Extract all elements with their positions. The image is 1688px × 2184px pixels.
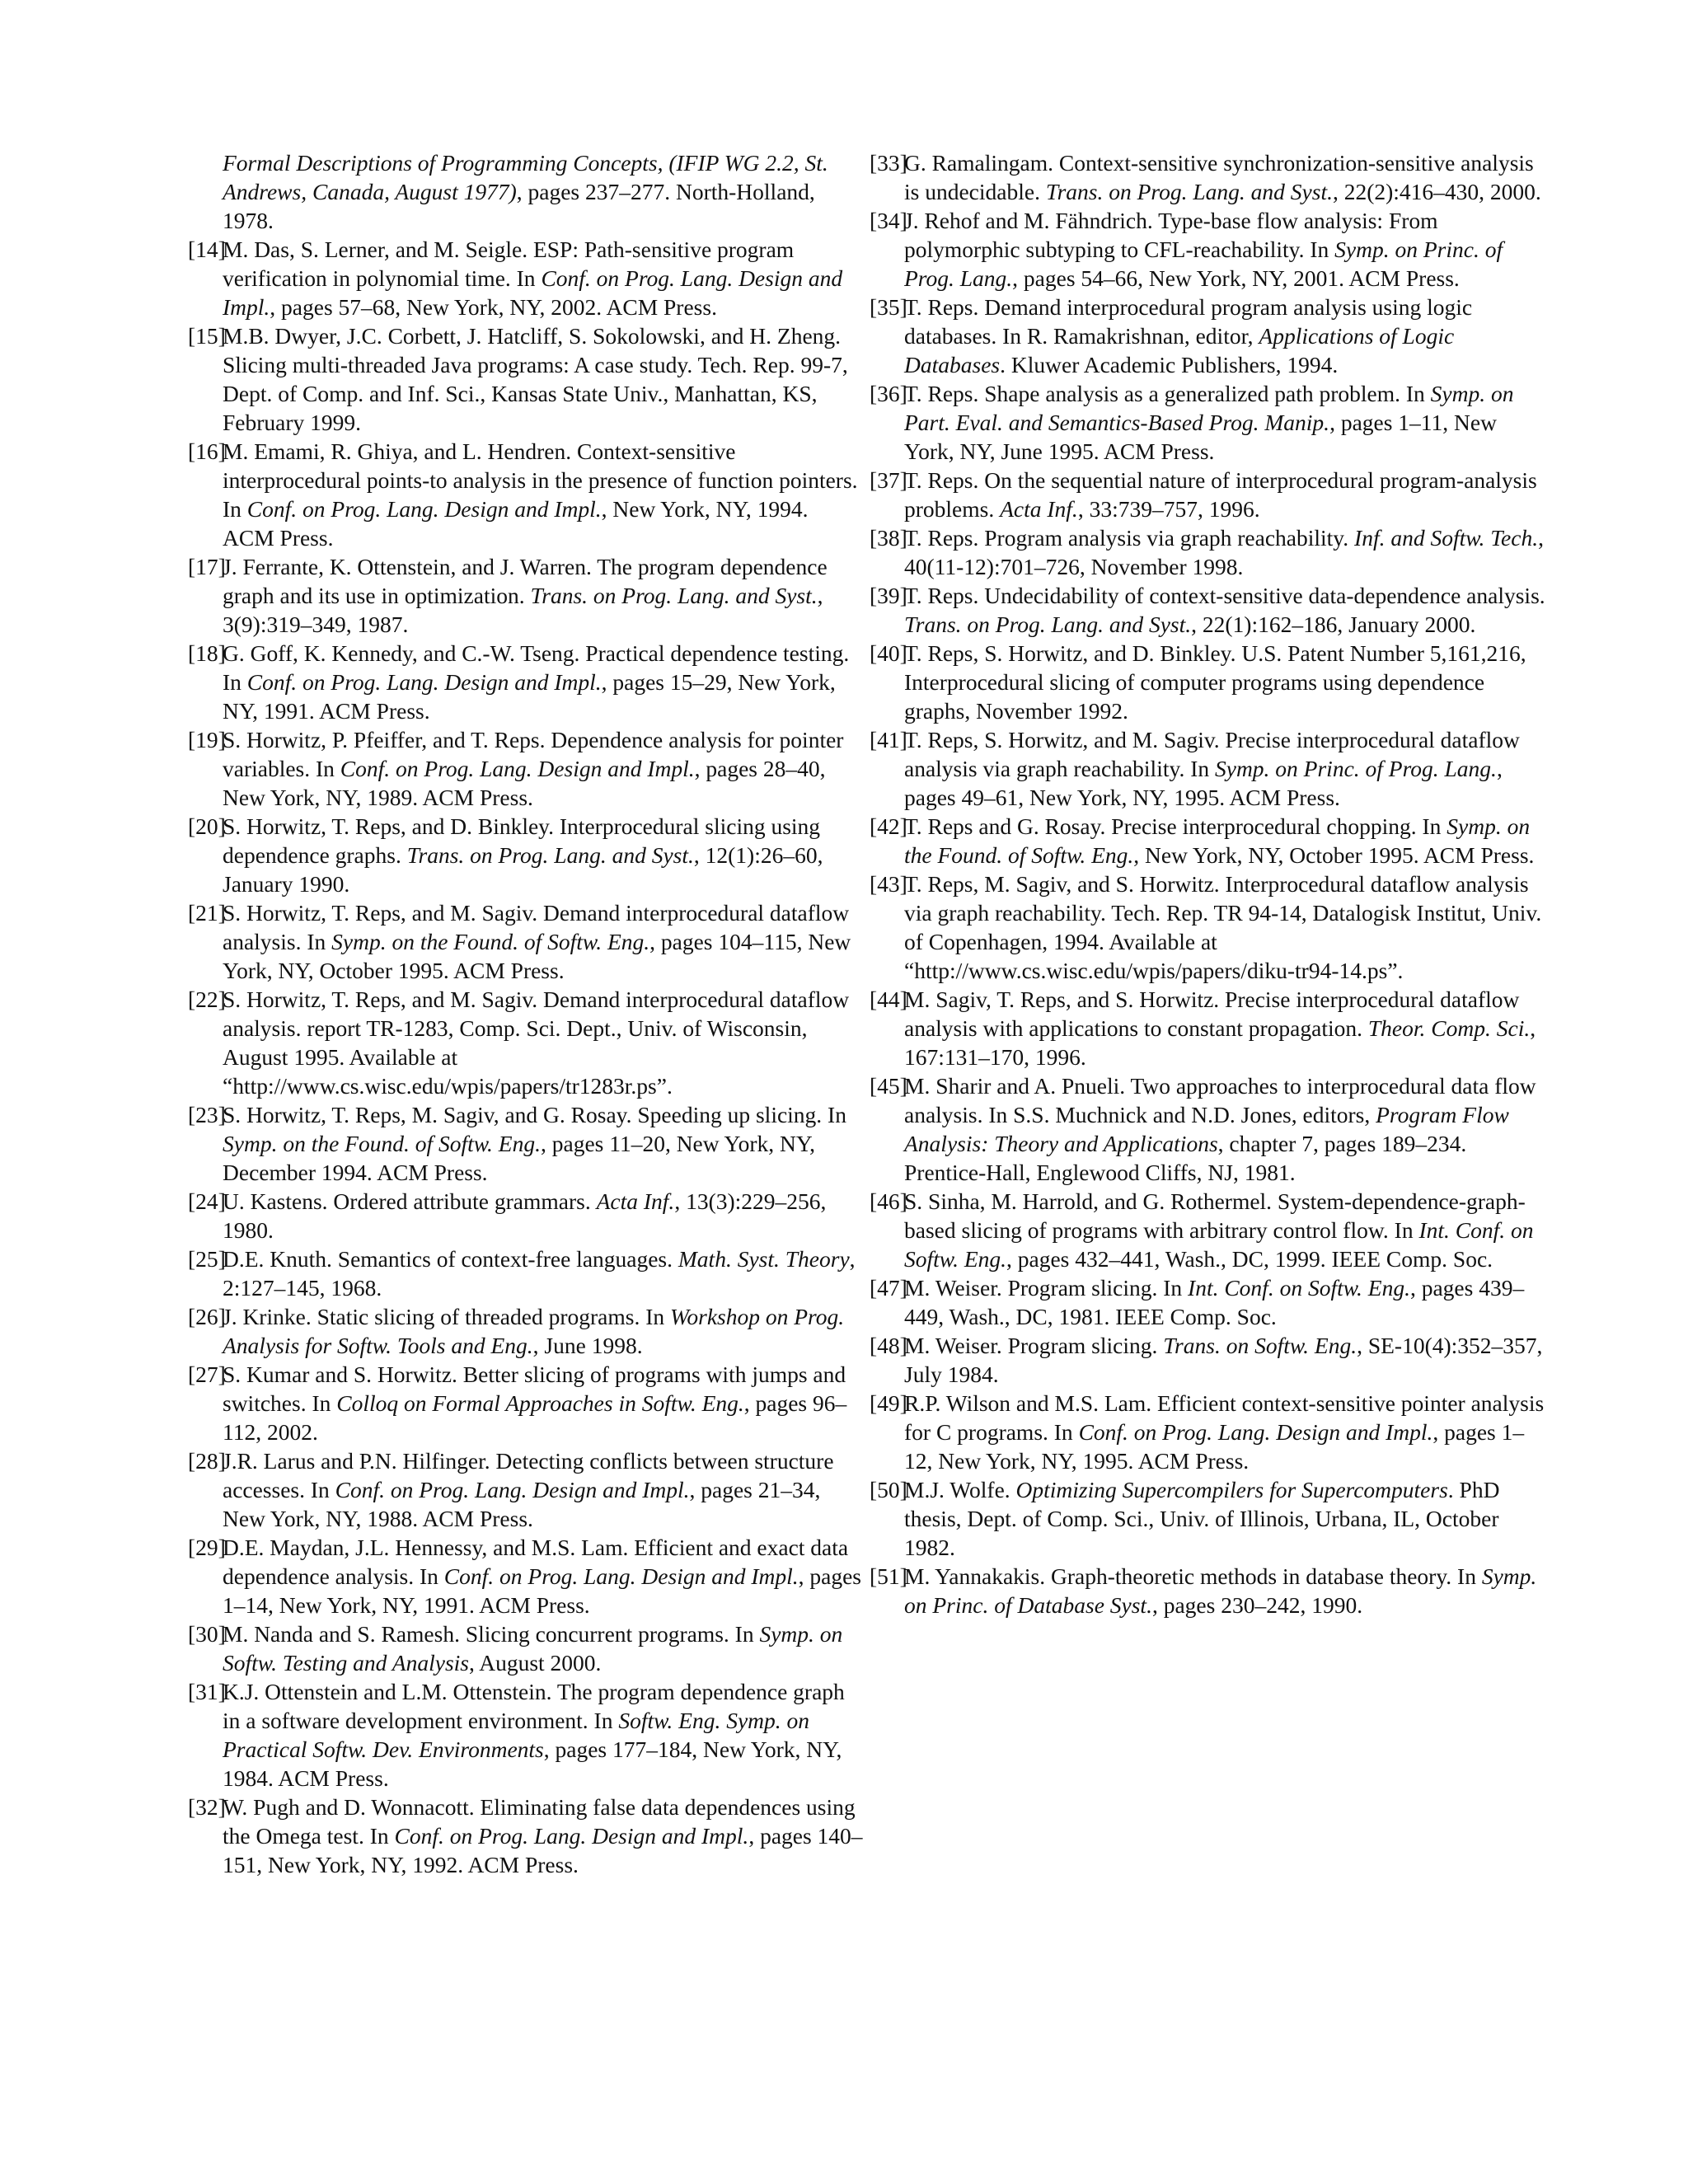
reference-text: , pages 11–20, New York, NY, December 1994. ACM Press. <box>223 1131 816 1185</box>
reference-entry <box>223 148 864 235</box>
reference-number: [39] <box>870 583 907 608</box>
reference-text: , chapter 7, pages 189–234. Prentice-Hall, Englewood Cliffs, NJ, 1981. <box>904 1131 1467 1185</box>
reference-venue-text: Trans. on Prog. Lang. and Syst. <box>904 612 1192 637</box>
reference-number: [46] <box>870 1188 907 1214</box>
reference-venue-text: Symp. on Softw. Testing and Analysis <box>223 1621 843 1675</box>
reference-number: [25] <box>188 1246 226 1272</box>
reference-text: , 33:739–757, 1996. <box>1077 496 1260 522</box>
reference-text: , pages 104–115, New York, NY, October 1995. ACM Press. <box>223 929 851 983</box>
reference-entry <box>188 639 864 725</box>
reference-text: M. Nanda and S. Ramesh. Slicing concurrent programs. In <box>223 1621 760 1647</box>
reference-number: [20] <box>188 813 226 839</box>
reference-text: S. Horwitz, T. Reps, M. Sagiv, and G. Rosay. Speeding up slicing. In <box>223 1102 846 1127</box>
reference-text: , 13(3):229–256, 1980. <box>223 1188 827 1243</box>
reference-entry <box>870 985 1545 1071</box>
reference-text: T. Reps. Undecidability of context-sensitive data-dependence analysis. <box>904 583 1545 608</box>
reference-entry <box>188 898 864 985</box>
reference-text: D.E. Maydan, J.L. Hennessy, and M.S. Lam. Efficient and exact data dependence analysis. In <box>223 1535 849 1589</box>
reference-entry <box>870 148 1545 206</box>
reference-number: [47] <box>870 1275 907 1301</box>
reference-text: U. Kastens. Ordered attribute grammars. <box>223 1188 597 1214</box>
reference-venue-text: Conf. on Prog. Lang. Design and Impl. <box>443 1563 799 1589</box>
reference-venue-text: Trans. on Prog. Lang. and Syst. <box>406 842 694 868</box>
reference-entry <box>870 466 1545 523</box>
reference-venue-text: Conf. on Prog. Lang. Design and Impl. <box>394 1823 749 1849</box>
reference-text: T. Reps. On the sequential nature of interprocedural program-analysis problems. <box>904 467 1537 522</box>
reference-text: , pages 432–441, Wash., DC, 1999. IEEE Comp. Soc. <box>1006 1246 1493 1272</box>
reference-venue-text: Colloq on Formal Approaches in Softw. Eng. <box>336 1390 744 1416</box>
reference-text: , 12(1):26–60, January 1990. <box>223 842 823 897</box>
reference-venue-text: Symp. on the Found. of Softw. Eng. <box>223 1131 541 1156</box>
reference-venue-text: Symp. on the Found. of Softw. Eng. <box>331 929 650 954</box>
reference-text: J. Ferrante, K. Ottenstein, and J. Warren. The program dependence graph and its use in optimization. <box>223 554 828 608</box>
reference-text: M. Yannakakis. Graph-theoretic methods in database theory. In <box>904 1563 1482 1589</box>
reference-entry <box>870 869 1545 985</box>
reference-venue-text: Conf. on Prog. Lang. Design and Impl. <box>246 496 602 522</box>
reference-venue-text: Int. Conf. on Softw. Eng. <box>904 1217 1534 1272</box>
reference-text: T. Reps, M. Sagiv, and S. Horwitz. Interprocedural dataflow analysis via graph reachability. Tech. Rep. TR 94-14, Datalogisk Institut, Univ. of Copenhagen, 1994. Available at “http://www.cs.wisc.edu/wpis/papers/diku-tr94-14.ps”. <box>904 871 1542 983</box>
reference-text: , New York, NY, October 1995. ACM Press. <box>1133 842 1535 868</box>
reference-text: M. Sagiv, T. Reps, and S. Horwitz. Precise interprocedural dataflow analysis with applications to constant propagation. <box>904 987 1520 1041</box>
reference-entry <box>870 1187 1545 1273</box>
reference-entry <box>870 639 1545 725</box>
reference-venue-text: Trans. on Prog. Lang. and Syst. <box>530 583 818 608</box>
reference-number: [29] <box>188 1535 226 1560</box>
references-left-column <box>188 148 864 1879</box>
reference-text: , pages 439–449, Wash., DC, 1981. IEEE Comp. Soc. <box>904 1275 1525 1329</box>
reference-venue-text: Trans. on Prog. Lang. and Syst. <box>1045 179 1333 204</box>
reference-entry <box>188 235 864 321</box>
reference-number: [49] <box>870 1390 907 1416</box>
reference-venue-text: Applications of Logic Databases <box>904 323 1455 377</box>
reference-entry <box>188 1533 864 1619</box>
reference-entry <box>188 552 864 639</box>
reference-entry <box>870 1273 1545 1331</box>
reference-text: , New York, NY, 1994. ACM Press. <box>223 496 809 551</box>
reference-number: [38] <box>870 525 907 551</box>
reference-venue-text: Symp. on Part. Eval. and Semantics-Based Prog. Manip. <box>904 381 1514 435</box>
reference-text: T. Reps. Shape analysis as a generalized path problem. In <box>904 381 1431 406</box>
reference-text: , 22(1):162–186, January 2000. <box>1191 612 1476 637</box>
reference-text: S. Horwitz, T. Reps, and D. Binkley. Interprocedural slicing using dependence graphs. <box>223 813 821 868</box>
reference-entry <box>188 725 864 812</box>
reference-text: , 3(9):319–349, 1987. <box>223 583 823 637</box>
reference-entry <box>188 1677 864 1793</box>
reference-text: , pages 49–61, New York, NY, 1995. ACM Press. <box>904 756 1503 810</box>
reference-venue-text: Formal Descriptions of Programming Concepts, (IFIP WG 2.2, St. Andrews, Canada, August 1977) <box>223 150 828 204</box>
reference-venue-text: Acta Inf. <box>1000 496 1078 522</box>
reference-venue-text: Conf. on Prog. Lang. Design and Impl. <box>246 669 602 695</box>
reference-text: , pages 1–12, New York, NY, 1995. ACM Press. <box>904 1419 1525 1474</box>
reference-text: S. Horwitz, T. Reps, and M. Sagiv. Demand interprocedural dataflow analysis. In <box>223 900 850 954</box>
reference-entry <box>188 985 864 1100</box>
reference-entry <box>870 293 1545 379</box>
reference-number: [33] <box>870 150 907 176</box>
reference-venue-text: Symp. on the Found. of Softw. Eng. <box>904 813 1531 868</box>
reference-text: M. Weiser. Program slicing. In <box>904 1275 1189 1301</box>
reference-text: M. Weiser. Program slicing. <box>904 1333 1164 1358</box>
reference-number: [27] <box>188 1361 226 1387</box>
reference-venue-text: Inf. and Softw. Tech. <box>1354 525 1539 551</box>
reference-number: [48] <box>870 1333 907 1358</box>
reference-venue-text: Conf. on Prog. Lang. Design and Impl. <box>340 756 695 781</box>
reference-venue-text: Symp. on Princ. of Prog. Lang. <box>1214 756 1497 781</box>
reference-venue-text: Trans. on Softw. Eng. <box>1163 1333 1357 1358</box>
reference-text: . Kluwer Academic Publishers, 1994. <box>1000 352 1339 377</box>
reference-text: T. Reps. Program analysis via graph reachability. <box>904 525 1355 551</box>
reference-entry <box>870 581 1545 639</box>
reference-number: [51] <box>870 1563 907 1589</box>
reference-venue-text: Workshop on Prog. Analysis for Softw. Tools and Eng. <box>223 1304 845 1358</box>
reference-entry <box>870 725 1545 812</box>
reference-entry <box>188 1244 864 1302</box>
reference-number: [16] <box>188 438 226 464</box>
reference-text: , pages 21–34, New York, NY, 1988. ACM Press. <box>223 1477 821 1531</box>
reference-text: , pages 140–151, New York, NY, 1992. ACM Press. <box>223 1823 863 1877</box>
reference-number: [21] <box>188 900 226 926</box>
reference-number: [41] <box>870 727 907 752</box>
reference-number: [14] <box>188 237 226 262</box>
reference-entry <box>870 812 1545 869</box>
reference-number: [36] <box>870 381 907 406</box>
reference-text: , pages 237–277. North-Holland, 1978. <box>223 179 815 233</box>
reference-venue-text: Math. Syst. Theory <box>678 1246 850 1272</box>
reference-venue-text: Symp. on Princ. of Prog. Lang. <box>904 237 1503 291</box>
reference-number: [28] <box>188 1448 226 1474</box>
reference-venue-text: Theor. Comp. Sci. <box>1367 1015 1531 1041</box>
reference-number: [26] <box>188 1304 226 1329</box>
reference-entry <box>188 1619 864 1677</box>
reference-text: , pages 1–14, New York, NY, 1991. ACM Press. <box>223 1563 861 1618</box>
reference-entry <box>188 1446 864 1533</box>
reference-venue-text: Conf. on Prog. Lang. Design and Impl. <box>335 1477 690 1502</box>
reference-number: [32] <box>188 1794 226 1820</box>
reference-entry <box>870 1562 1545 1619</box>
reference-entry <box>870 1071 1545 1187</box>
reference-number: [50] <box>870 1477 907 1502</box>
reference-text: S. Kumar and S. Horwitz. Better slicing of programs with jumps and switches. In <box>223 1361 846 1416</box>
reference-venue-text: Softw. Eng. Symp. on Practical Softw. Dev. Environments <box>223 1708 810 1762</box>
reference-text: , 2:127–145, 1968. <box>223 1246 856 1301</box>
reference-text: G. Goff, K. Kennedy, and C.-W. Tseng. Practical dependence testing. In <box>223 640 850 695</box>
reference-entry <box>188 1360 864 1446</box>
reference-text: , pages 230–242, 1990. <box>1151 1592 1363 1618</box>
reference-text: , SE-10(4):352–357, July 1984. <box>904 1333 1543 1387</box>
reference-number: [43] <box>870 871 907 897</box>
reference-text: J.R. Larus and P.N. Hilfinger. Detecting conflicts between structure accesses. In <box>223 1448 834 1502</box>
reference-text: D.E. Knuth. Semantics of context-free languages. <box>223 1246 678 1272</box>
reference-text: S. Horwitz, P. Pfeiffer, and T. Reps. Dependence analysis for pointer variables. In <box>223 727 844 781</box>
references-right-column <box>870 148 1545 1619</box>
reference-text: . PhD thesis, Dept. of Comp. Sci., Univ. of Illinois, Urbana, IL, October 1982. <box>904 1477 1500 1560</box>
reference-venue-text: Conf. on Prog. Lang. Design and Impl. <box>1078 1419 1433 1445</box>
reference-text: , pages 96–112, 2002. <box>223 1390 847 1445</box>
reference-entry <box>188 1100 864 1187</box>
reference-text: J. Rehof and M. Fähndrich. Type-base flow analysis: From polymorphic subtyping to CFL-reachability. In <box>904 208 1438 262</box>
reference-number: [15] <box>188 323 226 349</box>
reference-text: T. Reps. Demand interprocedural program analysis using logic databases. In R. Ramakrishnan, editor, <box>904 294 1473 349</box>
reference-text: T. Reps, S. Horwitz, and M. Sagiv. Precise interprocedural dataflow analysis via graph reachability. In <box>904 727 1520 781</box>
reference-entry <box>188 1302 864 1360</box>
reference-number: [40] <box>870 640 907 666</box>
reference-entry <box>870 1475 1545 1562</box>
reference-number: [45] <box>870 1073 907 1099</box>
reference-text: , 40(11-12):701–726, November 1998. <box>904 525 1544 579</box>
reference-text: M. Das, S. Lerner, and M. Seigle. ESP: Path-sensitive program verification in polynomial time. In <box>223 237 795 291</box>
reference-text: S. Sinha, M. Harrold, and G. Rothermel. System-dependence-graph-based slicing of programs with arbitrary control flow. In <box>904 1188 1526 1243</box>
reference-number: [44] <box>870 987 907 1012</box>
reference-number: [18] <box>188 640 226 666</box>
reference-venue-text: Acta Inf. <box>596 1188 675 1214</box>
reference-number: [37] <box>870 467 907 493</box>
reference-text: , pages 177–184, New York, NY, 1984. ACM Press. <box>223 1736 842 1791</box>
reference-text: R.P. Wilson and M.S. Lam. Efficient context-sensitive pointer analysis for C programs. In <box>904 1390 1545 1445</box>
reference-text: , pages 54–66, New York, NY, 2001. ACM Press. <box>1012 265 1460 291</box>
reference-venue-text: Program Flow Analysis: Theory and Applications <box>904 1102 1509 1156</box>
reference-venue-text: Optimizing Supercompilers for Supercomputers <box>1015 1477 1448 1502</box>
reference-entry <box>870 1331 1545 1389</box>
reference-text: J. Krinke. Static slicing of threaded programs. In <box>223 1304 670 1329</box>
reference-entry <box>188 1187 864 1244</box>
reference-text: W. Pugh and D. Wonnacott. Eliminating false data dependences using the Omega test. In <box>223 1794 856 1849</box>
reference-venue-text: Symp. on Princ. of Database Syst. <box>904 1563 1537 1618</box>
reference-text: M.J. Wolfe. <box>904 1477 1016 1502</box>
reference-text: T. Reps and G. Rosay. Precise interprocedural chopping. In <box>904 813 1447 839</box>
reference-text: , 167:131–170, 1996. <box>904 1015 1536 1070</box>
reference-text: K.J. Ottenstein and L.M. Ottenstein. The program dependence graph in a software development environment. In <box>223 1679 845 1733</box>
reference-text: , June 1998. <box>532 1333 643 1358</box>
reference-text: , August 2000. <box>468 1650 602 1675</box>
reference-entry <box>870 206 1545 293</box>
reference-text: , 22(2):416–430, 2000. <box>1332 179 1541 204</box>
reference-number: [23] <box>188 1102 226 1127</box>
reference-text: S. Horwitz, T. Reps, and M. Sagiv. Demand interprocedural dataflow analysis. report TR-1283, Comp. Sci. Dept., Univ. of Wisconsin, August 1995. Available at “http://www.cs.wisc.edu/wpis/papers/tr1283r.ps”. <box>223 987 850 1099</box>
reference-text: , pages 15–29, New York, NY, 1991. ACM Press. <box>223 669 836 724</box>
reference-number: [34] <box>870 208 907 233</box>
reference-text: M.B. Dwyer, J.C. Corbett, J. Hatcliff, S. Sokolowski, and H. Zheng. Slicing multi-threaded Java programs: A case study. Tech. Rep. 99-7, Dept. of Comp. and Inf. Sci., Kansas State Univ., Manhattan, KS, February 1999. <box>223 323 848 435</box>
reference-venue-text: Int. Conf. on Softw. Eng. <box>1188 1275 1410 1301</box>
reference-number: [35] <box>870 294 907 320</box>
reference-entry <box>188 1793 864 1879</box>
reference-entry <box>870 523 1545 581</box>
reference-entry <box>188 437 864 552</box>
reference-text: M. Sharir and A. Pnueli. Two approaches to interprocedural data flow analysis. In S.S. Muchnick and N.D. Jones, editors, <box>904 1073 1536 1127</box>
reference-number: [42] <box>870 813 907 839</box>
reference-text: M. Emami, R. Ghiya, and L. Hendren. Context-sensitive interprocedural points-to analysis in the presence of function pointers. In <box>223 438 858 522</box>
reference-text: , pages 1–11, New York, NY, June 1995. ACM Press. <box>904 410 1497 464</box>
reference-text: , pages 28–40, New York, NY, 1989. ACM Press. <box>223 756 826 810</box>
reference-number: [30] <box>188 1621 226 1647</box>
reference-text: G. Ramalingam. Context-sensitive synchronization-sensitive analysis is undecidable. <box>904 150 1534 204</box>
reference-entry <box>870 379 1545 466</box>
reference-number: [22] <box>188 987 226 1012</box>
reference-entry <box>188 812 864 898</box>
reference-number: [17] <box>188 554 226 579</box>
reference-venue-text: Conf. on Prog. Lang. Design and Impl. <box>223 265 843 320</box>
reference-number: [24] <box>188 1188 226 1214</box>
reference-number: [31] <box>188 1679 226 1704</box>
reference-text: , pages 57–68, New York, NY, 2002. ACM Press. <box>270 294 717 320</box>
reference-number: [19] <box>188 727 226 752</box>
reference-text: T. Reps, S. Horwitz, and D. Binkley. U.S. Patent Number 5,161,216, Interprocedural slicing of computer programs using dependence graphs, November 1992. <box>904 640 1526 724</box>
reference-entry <box>188 321 864 437</box>
reference-entry <box>870 1389 1545 1475</box>
